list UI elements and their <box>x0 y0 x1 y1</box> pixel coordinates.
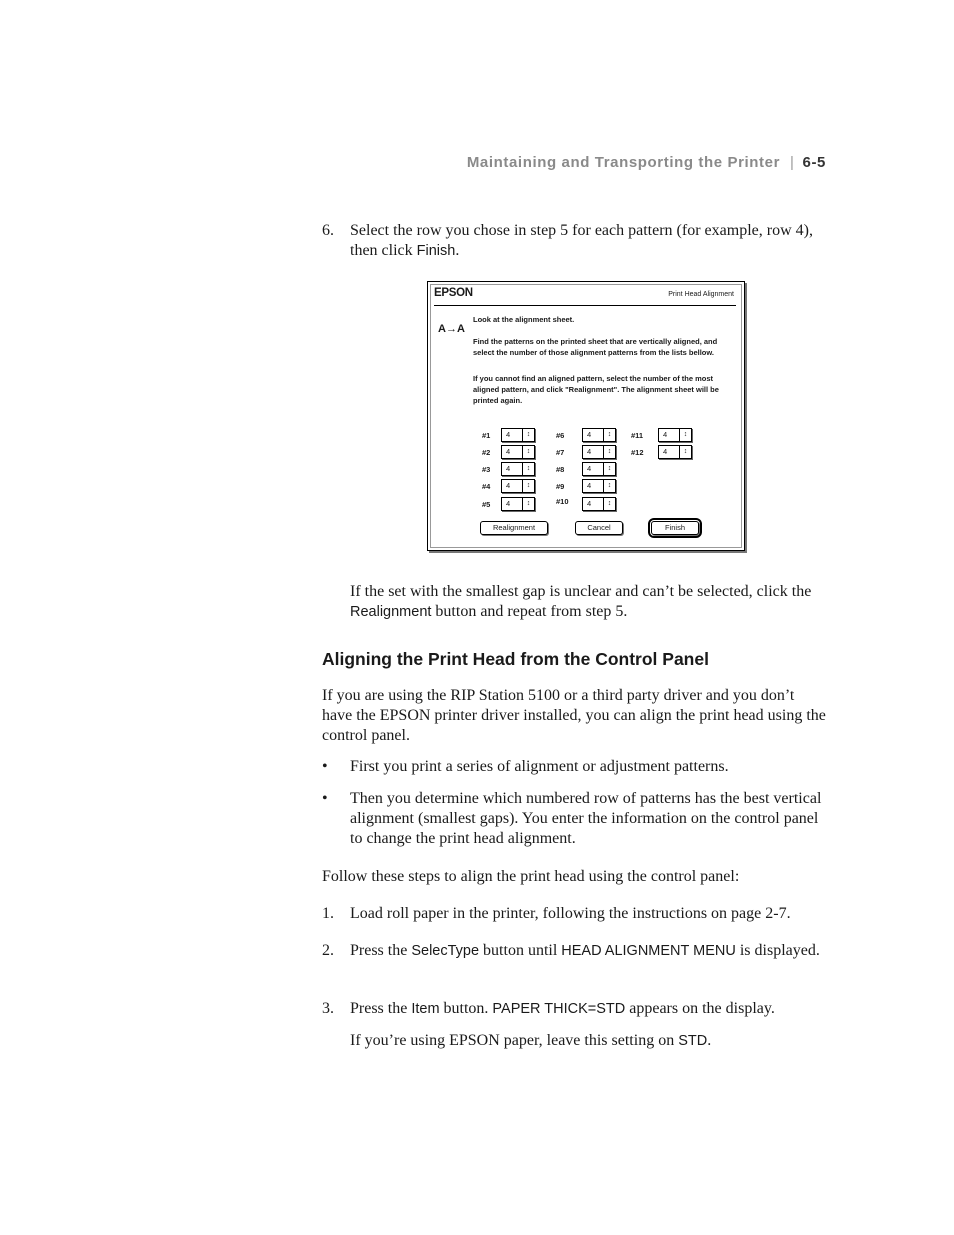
cancel-button[interactable]: Cancel <box>575 521 623 535</box>
pattern-select-12[interactable] <box>658 445 692 459</box>
dialog-divider <box>434 305 736 306</box>
stepper-arrows-icon: ↕ <box>603 480 615 492</box>
pattern-value-10: 4 <box>587 499 592 508</box>
stepper-arrows-icon: ↕ <box>522 498 534 510</box>
pattern-label-1: #1 <box>482 431 491 440</box>
stepper-arrows-icon: ↕ <box>522 463 534 475</box>
pattern-value-4: 4 <box>506 481 511 490</box>
pattern-select-11[interactable] <box>658 428 692 442</box>
stepper-arrows-icon: ↕ <box>679 446 691 458</box>
finish-keyword: Finish <box>416 243 456 259</box>
step-3-note-a: If you’re using EPSON paper, leave this setting on <box>350 1032 679 1049</box>
dialog-para1: Find the patterns on the printed sheet that are vertically aligned, and select the number of those alignment patterns from the lists bellow. <box>473 337 718 357</box>
bullet-text-2: Then you determine which numbered row of patterns has the best vertical alignment (smallest gaps). You enter the information on the control panel to change the print head alignment. <box>350 790 822 847</box>
dialog-para2: If you cannot find an aligned pattern, select the number of the most aligned pattern, and click "Realignment". The alignment sheet will be printed again. <box>473 374 719 405</box>
step-2-number: 2. <box>322 942 334 959</box>
stepper-arrows-icon: ↕ <box>522 446 534 458</box>
step-2-text <box>350 941 828 961</box>
pattern-label-11: #11 <box>631 431 644 440</box>
selectype-keyword: SelecType <box>411 943 480 959</box>
pattern-value-1: 4 <box>506 430 511 439</box>
step-3-text-b: button. <box>439 1000 493 1017</box>
running-header <box>300 154 826 171</box>
step-2-text-b: button until <box>479 942 562 959</box>
alignment-icon: A→A <box>438 323 465 335</box>
pattern-value-7: 4 <box>587 447 592 456</box>
pattern-label-7: #7 <box>556 448 565 457</box>
pattern-label-5: #5 <box>482 500 491 509</box>
note-text-b: button and repeat from step 5. <box>431 603 628 620</box>
stepper-arrows-icon: ↕ <box>603 429 615 441</box>
pattern-select-4[interactable] <box>501 479 535 493</box>
pattern-value-9: 4 <box>587 481 592 490</box>
step-2-text-a: Press the <box>350 942 412 959</box>
pattern-label-6: #6 <box>556 431 565 440</box>
pattern-label-4: #4 <box>482 482 491 491</box>
print-head-alignment-dialog <box>427 281 745 551</box>
step-6-text-a: Select the row you chose in step 5 for each pattern (for example, row 4), then click <box>350 222 813 259</box>
step-3-text-c: appears on the display. <box>625 1000 775 1017</box>
pattern-label-8: #8 <box>556 465 565 474</box>
step-6-text <box>350 221 828 261</box>
stepper-arrows-icon: ↕ <box>603 446 615 458</box>
header-separator: | <box>790 154 795 171</box>
step-6-text-b: . <box>455 242 460 259</box>
pattern-select-6[interactable] <box>582 428 616 442</box>
paper-thick-keyword: PAPER THICK=STD <box>492 1001 626 1017</box>
pattern-label-3: #3 <box>482 465 491 474</box>
header-section-title: Maintaining and Transporting the Printer <box>466 154 781 171</box>
pattern-value-2: 4 <box>506 447 511 456</box>
stepper-arrows-icon: ↕ <box>522 429 534 441</box>
pattern-select-10[interactable] <box>582 497 616 511</box>
std-keyword: STD <box>678 1033 708 1049</box>
page-number: 6-5 <box>802 154 826 171</box>
realignment-button[interactable]: Realignment <box>480 521 548 535</box>
step-3-number: 3. <box>322 1000 334 1017</box>
pattern-select-7[interactable] <box>582 445 616 459</box>
step-3-note <box>350 1031 828 1051</box>
pattern-value-8: 4 <box>587 464 592 473</box>
section-heading: Aligning the Print Head from the Control Panel <box>322 649 709 669</box>
pattern-select-8[interactable] <box>582 462 616 476</box>
dialog-title: Print Head Alignment <box>668 291 734 298</box>
intro-paragraph: If you are using the RIP Station 5100 or a third party driver and you don’t have the EPSON printer driver installed, you can align the print head using the control panel. <box>322 687 826 744</box>
pattern-value-6: 4 <box>587 430 592 439</box>
bullet-mark-1: • <box>322 758 328 775</box>
step-6-number: 6. <box>322 222 334 239</box>
stepper-arrows-icon: ↕ <box>603 463 615 475</box>
stepper-arrows-icon: ↕ <box>603 498 615 510</box>
step-3-note-b: . <box>707 1032 712 1049</box>
pattern-label-12: #12 <box>631 448 644 457</box>
stepper-arrows-icon: ↕ <box>679 429 691 441</box>
pattern-select-5[interactable] <box>501 497 535 511</box>
head-alignment-menu-keyword: HEAD ALIGNMENT MENU <box>561 943 736 959</box>
dialog-line1: Look at the alignment sheet. <box>473 315 575 324</box>
finish-button[interactable]: Finish <box>651 521 699 535</box>
pattern-label-10: #10 <box>556 497 569 506</box>
pattern-label-9: #9 <box>556 482 565 491</box>
epson-logo: EPSON <box>434 287 473 299</box>
pattern-label-2: #2 <box>482 448 491 457</box>
pattern-value-11: 4 <box>663 430 668 439</box>
step-3-text-a: Press the <box>350 1000 412 1017</box>
pattern-select-1[interactable] <box>501 428 535 442</box>
pattern-value-12: 4 <box>663 447 668 456</box>
step-3-text <box>350 999 828 1019</box>
pattern-select-2[interactable] <box>501 445 535 459</box>
realignment-note <box>350 582 828 622</box>
pattern-value-5: 4 <box>506 499 511 508</box>
stepper-arrows-icon: ↕ <box>522 480 534 492</box>
note-text-a: If the set with the smallest gap is unclear and can’t be selected, click the <box>350 583 812 600</box>
pattern-select-3[interactable] <box>501 462 535 476</box>
bullet-text-1: First you print a series of alignment or adjustment patterns. <box>350 758 729 775</box>
step-1-text: Load roll paper in the printer, following the instructions on page 2-7. <box>350 905 791 922</box>
pattern-select-9[interactable] <box>582 479 616 493</box>
item-keyword: Item <box>411 1001 440 1017</box>
step-2-text-c: is displayed. <box>735 942 820 959</box>
follow-paragraph: Follow these steps to align the print head using the control panel: <box>322 868 740 885</box>
realignment-keyword: Realignment <box>350 604 432 620</box>
pattern-value-3: 4 <box>506 464 511 473</box>
step-1-number: 1. <box>322 905 334 922</box>
bullet-mark-2: • <box>322 790 328 807</box>
